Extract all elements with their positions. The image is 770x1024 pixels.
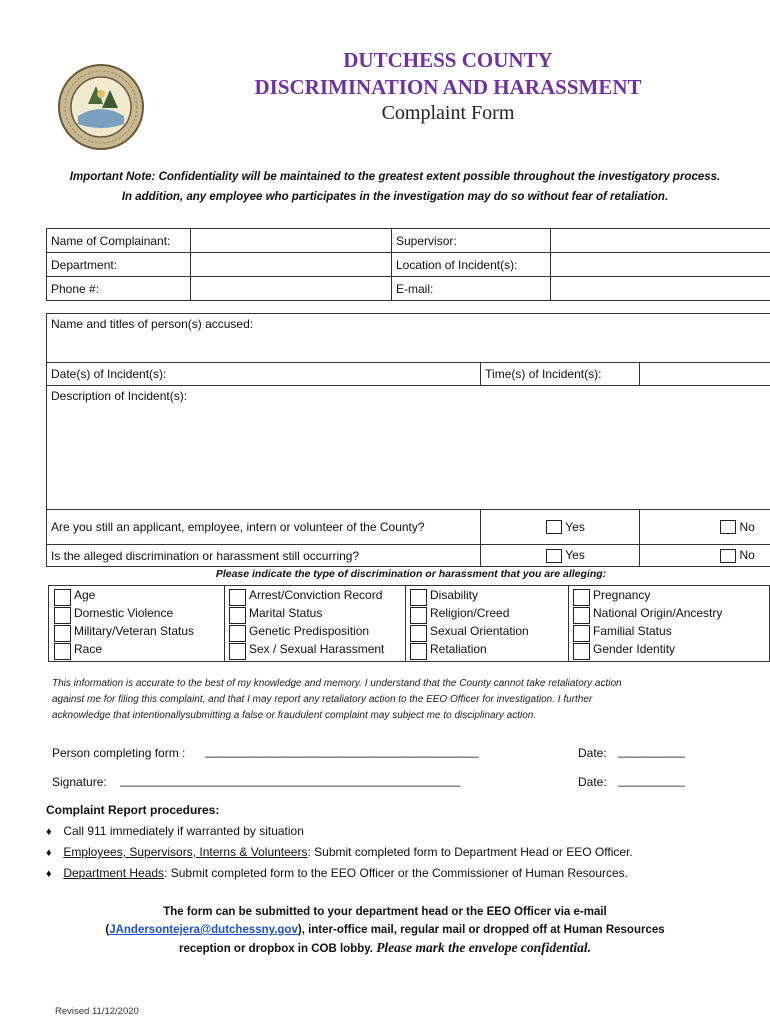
category-label: Genetic Predisposition (249, 624, 370, 638)
name-field[interactable] (191, 229, 392, 253)
times-field[interactable] (640, 363, 770, 386)
category-checkbox[interactable] (410, 607, 427, 624)
location-label: Location of Incident(s): (392, 253, 551, 277)
category-checkbox[interactable] (229, 625, 246, 642)
category-label: Gender Identity (593, 642, 676, 656)
category-label: Arrest/Conviction Record (249, 588, 383, 602)
procedure-item-2 (46, 845, 633, 859)
status-no-checkbox[interactable] (720, 520, 736, 534)
supervisor-field[interactable] (551, 229, 770, 253)
bullet-icon: ♦ (46, 847, 52, 859)
footer-line2-rest: ), inter-office mail, regular mail or dropped off at Human Resources (297, 924, 665, 936)
category-label: Sexual Orientation (430, 624, 529, 638)
disclaimer-line2: against me for filing this complaint, and that I may report any retaliatory action to the EEO Officer for investigation. I further (52, 694, 593, 705)
category-label: Familial Status (593, 624, 672, 638)
category-checkbox[interactable] (229, 589, 246, 606)
bullet-icon: ♦ (46, 868, 52, 880)
location-field[interactable] (551, 253, 770, 277)
note-line1: Important Note: Confidentiality will be maintained to the greatest extent possible throughout the investigatory process. (69, 171, 721, 183)
disclaimer-line1: This information is accurate to the best of my knowledge and memory. I understand that the County cannot take retaliatory action (52, 678, 622, 689)
procedure-item-3 (46, 866, 628, 880)
occurring-no-label: No (739, 548, 755, 563)
date2-field[interactable]: __________ (618, 773, 685, 787)
status-question: Are you still an applicant, employee, intern or volunteer of the County? (47, 510, 481, 545)
category-checkbox[interactable] (410, 643, 427, 660)
status-no-cell (640, 510, 770, 545)
category-checkbox[interactable] (410, 589, 427, 606)
procedure-item-2-heading: Employees, Supervisors, Interns & Volunteers (63, 845, 308, 859)
category-label: Retaliation (430, 642, 487, 656)
footer-line3 (70, 939, 700, 958)
footer-line1: The form can be submitted to your department head or the EEO Officer via e-mail (163, 906, 607, 918)
description-field[interactable] (47, 386, 770, 510)
category-checkbox[interactable] (54, 643, 71, 660)
title-discrimination: DISCRIMINATION AND HARASSMENT (254, 75, 642, 99)
date-field[interactable]: __________ (618, 744, 685, 758)
category-grid (48, 585, 770, 662)
category-checkbox[interactable] (410, 625, 427, 642)
email-label: E-mail: (392, 277, 551, 301)
category-label: National Origin/Ancestry (593, 606, 723, 620)
status-yes-checkbox[interactable] (546, 520, 562, 534)
category-label: Marital Status (249, 606, 323, 620)
note-line2: In addition, any employee who participates in the investigation may do so without fear of retaliation. (121, 191, 669, 203)
category-checkbox[interactable] (54, 625, 71, 642)
category-label: Military/Veteran Status (74, 624, 195, 638)
category-label: Religion/Creed (430, 606, 510, 620)
footer-line2 (70, 921, 700, 939)
category-checkbox[interactable] (229, 607, 246, 624)
email-field[interactable] (551, 277, 770, 301)
status-yes-cell (481, 510, 640, 545)
revised-date: Revised 11/12/2020 (55, 1006, 139, 1017)
procedure-item-1-text: Call 911 immediately if warranted by situation (63, 824, 304, 838)
status-yes-label: Yes (565, 519, 585, 534)
incident-table (46, 313, 770, 567)
signature-label: Signature: (52, 775, 107, 789)
procedure-item-2-text: : Submit completed form to Department Head or EEO Officer. (307, 845, 633, 859)
category-checkbox[interactable] (573, 643, 590, 660)
category-label: Sex / Sexual Harassment (249, 642, 385, 656)
complainant-info-table (46, 228, 770, 301)
status-no-label: No (739, 519, 755, 534)
department-label: Department: (47, 253, 191, 277)
occurring-yes-checkbox[interactable] (546, 549, 562, 563)
procedure-item-1 (46, 824, 304, 838)
footer-emphasis: Please mark the envelope confidential. (376, 940, 592, 955)
category-checkbox[interactable] (573, 589, 590, 606)
bullet-icon: ♦ (46, 826, 52, 838)
dates-label: Date(s) of Incident(s): (51, 367, 167, 381)
occurring-no-checkbox[interactable] (720, 549, 736, 563)
occurring-question: Is the alleged discrimination or harassment still occurring? (47, 545, 481, 567)
accused-label: Name and titles of person(s) accused: (51, 317, 254, 331)
category-label: Race (74, 642, 103, 656)
procedures-title: Complaint Report procedures: (46, 803, 220, 817)
phone-field[interactable] (191, 277, 392, 301)
date-label: Date: (578, 746, 607, 760)
signature-field[interactable]: ___________________________________________________ (120, 773, 461, 787)
footer-line3-text: reception or dropbox in COB lobby. (178, 943, 373, 955)
county-seal-icon (58, 64, 144, 150)
supervisor-label: Supervisor: (392, 229, 551, 253)
disclaimer-line3: acknowledge that intentionallysubmitting a false or fraudulent complaint may subject me to disciplinary action. (52, 710, 537, 721)
category-checkbox[interactable] (573, 625, 590, 642)
person-completing-label: Person completing form : (52, 746, 186, 760)
category-label: Age (74, 588, 96, 602)
category-checkbox[interactable] (54, 589, 71, 606)
category-prompt: Please indicate the type of discrimination or harassment that you are alleging: (215, 568, 607, 580)
occurring-yes-label: Yes (565, 548, 585, 563)
title-county: DUTCHESS COUNTY (343, 48, 553, 72)
title-complaint-form: Complaint Form (381, 102, 515, 124)
name-label: Name of Complainant: (47, 229, 191, 253)
category-checkbox[interactable] (229, 643, 246, 660)
phone-label: Phone #: (47, 277, 191, 301)
category-column-divider (224, 586, 225, 661)
occurring-no-cell (640, 545, 770, 567)
dates-field[interactable] (47, 363, 481, 386)
occurring-yes-cell (481, 545, 640, 567)
category-checkbox[interactable] (54, 607, 71, 624)
description-label: Description of Incident(s): (51, 389, 188, 403)
footer-open-paren: ( (105, 924, 110, 936)
category-column-divider (405, 586, 406, 661)
eeo-email-link[interactable]: JAndersontejera@dutchessny.gov (109, 924, 298, 936)
department-field[interactable] (191, 253, 392, 277)
procedure-item-3-text: : Submit completed form to the EEO Officer or the Commissioner of Human Resources. (164, 866, 629, 880)
procedure-item-3-heading: Department Heads (63, 866, 165, 880)
category-column-divider (568, 586, 569, 661)
person-completing-field[interactable]: _________________________________________ (205, 744, 479, 758)
accused-field[interactable] (47, 314, 770, 363)
category-label: Disability (430, 588, 479, 602)
date2-label: Date: (578, 775, 607, 789)
category-checkbox[interactable] (573, 607, 590, 624)
category-label: Domestic Violence (74, 606, 174, 620)
category-label: Pregnancy (593, 588, 651, 602)
times-label: Time(s) of Incident(s): (481, 363, 640, 386)
